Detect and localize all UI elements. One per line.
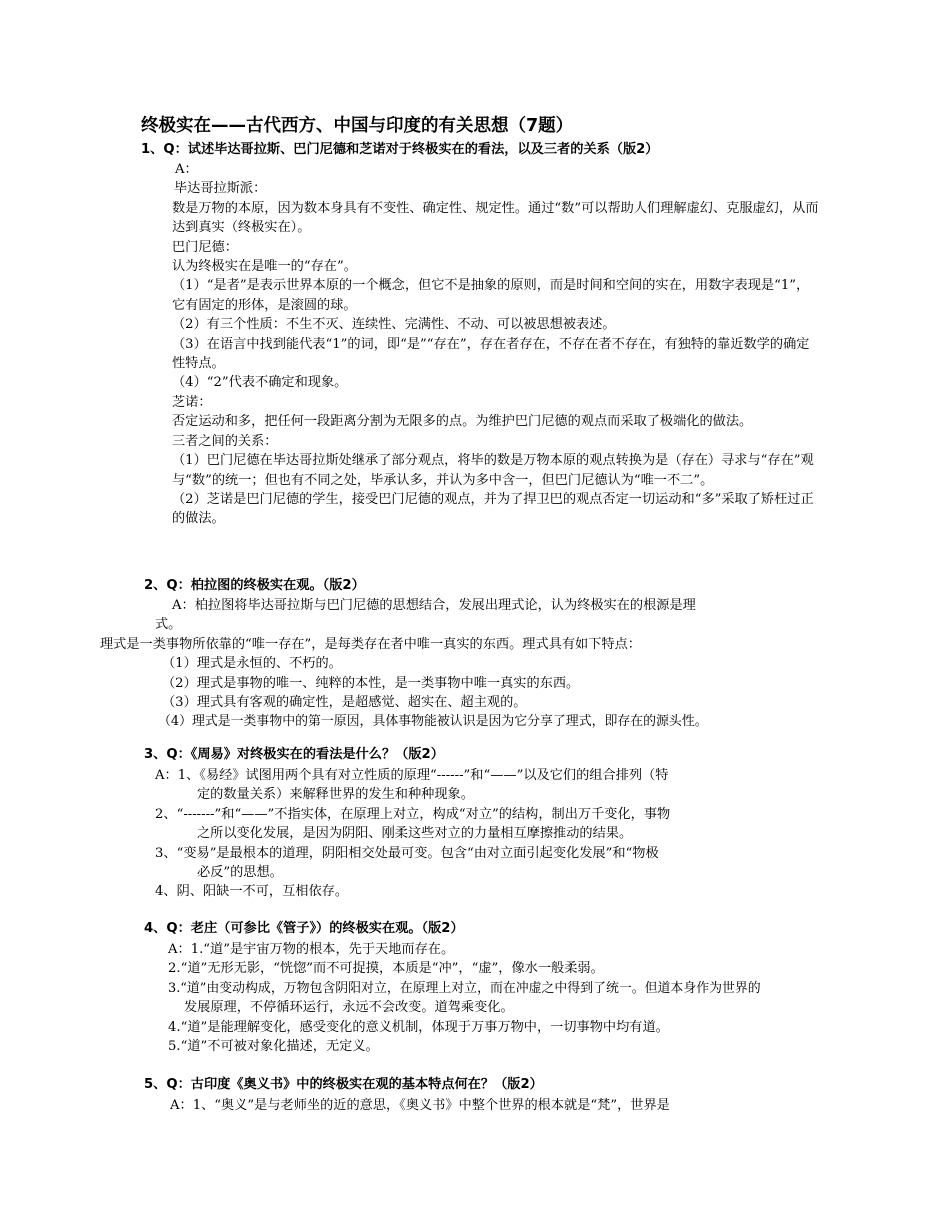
- parmenides-point-3: （3）在语言中找到能代表“1”的词，即“是”“存在”，存在者存在，不存在者不存在，有独特的靠近数学的确定性特点。: [172, 336, 810, 372]
- question-4-answer: [168, 940, 828, 1056]
- q4-item-2: 2.“道”无形无影，“恍惚”而不可捉摸，本质是“冲”，“虚”，像水一般柔弱。: [168, 961, 604, 977]
- q4-item-5: 5.“道”不可被对象化描述，无定义。: [168, 1039, 379, 1055]
- question-5-heading: 5、Q：古印度《奥义书》中的终极实在观的基本特点何在？（版2）: [144, 1077, 543, 1092]
- parmenides-heading: 巴门尼德：: [172, 239, 238, 255]
- question-1-answer: [172, 160, 820, 529]
- relation-heading: 三者之间的关系：: [172, 433, 278, 449]
- question-5-answer: [170, 1096, 830, 1115]
- question-2-answer: [100, 596, 830, 732]
- document-title: 终极实在——古代西方、中国与印度的有关思想（7题）: [141, 116, 574, 136]
- q4-item-3-line-2: 发展原理，不停循环运行，永远不会改变。道驾乘变化。: [184, 1000, 514, 1016]
- question-3-heading: 3、Q：《周易》对终极实在的看法是什么？（版2）: [144, 747, 444, 762]
- q3-item-4: 4、阴、阳缺一不可，互相依存。: [155, 884, 349, 900]
- q2-answer-line-3: 理式是一类事物所依靠的“唯一存在”，是每类存在者中唯一真实的东西。理式具有如下特点：: [100, 636, 641, 652]
- q3-item-3-line-1: 3、“变易”是最根本的道理，阴阳相交处最可变。包含“由对立面引起变化发展”和“物极: [155, 845, 659, 861]
- q3-item-1-line-2: 定的数量关系）来解释世界的发生和种种现象。: [197, 787, 474, 803]
- question-3-section: [144, 745, 824, 765]
- pythagoras-heading: 毕达哥拉斯派：: [174, 181, 267, 197]
- relation-point-1: （1）巴门尼德在毕达哥拉斯处继承了部分观点，将毕的数是万物本原的观点转换为是（存在）寻求与“存在”观与“数”的统一；但也有不同之处，毕承认多，并认为多中含一，但巴门尼德认为“唯一不二”。: [172, 453, 814, 488]
- parmenides-point-2: （2）有三个性质：不生不灭、连续性、完满性、不动、可以被思想被表述。: [172, 317, 616, 333]
- q4-item-3-line-1: 3.“道”由变动构成，万物包含阴阳对立，在原理上对立，而在冲虚之中得到了统一。但道本身作为世界的: [168, 980, 761, 996]
- zeno-heading: 芝诺：: [172, 394, 212, 410]
- q5-item-1-line-1: A：1、“奥义”是与老师坐的近的意思，《奥义书》中整个世界的根本就是“梵”，世界是: [170, 1098, 670, 1113]
- q3-item-2-line-1: 2、“-------”和“——”不指实体，在原理上对立，构成“对立”的结构，制出万千变化，事物: [155, 806, 671, 822]
- question-1-heading: 1、Q：试述毕达哥拉斯、巴门尼德和芝诺对于终极实在的看法，以及三者的关系（版2）: [141, 142, 659, 157]
- parmenides-point-1: （1）“是者”是表示世界本原的一个概念，但它不是抽象的原则，而是时间和空间的实在，用数字表现是“1”，它有固定的形体，是滚圆的球。: [172, 278, 810, 313]
- parmenides-intro: 认为终极实在是唯一的“存在”。: [172, 259, 357, 275]
- question-4-section: [144, 919, 824, 939]
- question-4-heading: 4、Q：老庄（可参比《管子》）的终极实在观。（版2）: [144, 921, 464, 936]
- relation-point-2: （2）芝诺是巴门尼德的学生，接受巴门尼德的观点，并为了捍卫巴的观点否定一切运动和“多”采取了矫枉过正的做法。: [172, 491, 814, 527]
- q3-item-1-line-1: A：1、《易经》试图用两个具有对立性质的原理“------”和“——”以及它们的组合排列（特: [155, 768, 669, 783]
- question-2-heading: 2、Q：柏拉图的终极实在观。（版2）: [144, 578, 365, 593]
- parmenides-point-4: （4）“2”代表不确定和现象。: [172, 375, 348, 391]
- question-5-section: [144, 1075, 824, 1095]
- q4-item-4: 4.“道”是能理解变化，感受变化的意义机制，体现于万事万物中，一切事物中均有道。: [168, 1019, 669, 1035]
- q2-point-2: （2）理式是事物的唯一、纯粹的本性，是一类事物中唯一真实的东西。: [162, 675, 580, 691]
- q3-item-3-line-2: 必反”的思想。: [197, 865, 283, 881]
- q2-answer-line-1: A：柏拉图将毕达哥拉斯与巴门尼德的思想结合，发展出理式论，认为终极实在的根源是理: [172, 598, 696, 613]
- q2-point-3: （3）理式具有客观的确定性，是超感觉、超实在、超主观的。: [162, 695, 527, 711]
- question-3-answer: [155, 766, 835, 902]
- zeno-text: 否定运动和多，把任何一段距离分割为无限多的点。为维护巴门尼德的观点而采取了极端化的做法。: [172, 414, 753, 430]
- q2-point-1: （1）理式是永恒的、不朽的。: [162, 656, 342, 672]
- pythagoras-text: 数是万物的本原，因为数本身具有不变性、确定性、规定性。通过“数”可以帮助人们理解虚幻、克服虚幻，从而达到真实（终极实在）。: [172, 200, 819, 236]
- question-1-section: [141, 140, 821, 160]
- q4-item-1: A：1.“道”是宇宙万物的根本，先于天地而存在。: [168, 942, 455, 957]
- q2-answer-line-2: 式。: [155, 617, 182, 633]
- answer-label: A：: [175, 162, 198, 177]
- q3-item-2-line-2: 之所以变化发展，是因为阴阳、刚柔这些对立的力量相互摩擦推动的结果。: [197, 826, 633, 842]
- q2-point-4: （4）理式是一类事物中的第一原因，具体事物能被认识是因为它分享了理式，即存在的源头性。: [158, 714, 708, 730]
- question-2-section: [144, 576, 824, 596]
